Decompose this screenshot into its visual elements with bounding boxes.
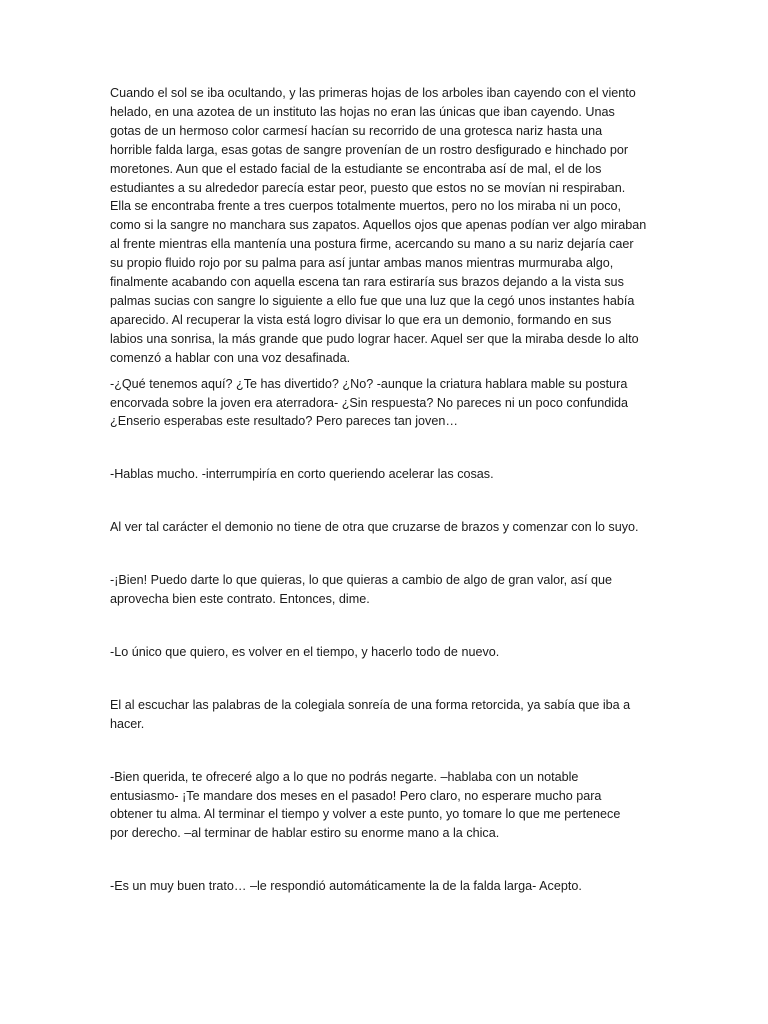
paragraph-demon-greeting: -¿Qué tenemos aquí? ¿Te has divertido? ¿No? -aunque la criatura hablara mable su postura encorvada sobre la joven era aterradora- ¿Sin respuesta? No pareces ni un poco confundida ¿Enserio esperabas este resultado? Pero pareces tan joven… — [110, 376, 629, 429]
paragraph-intro: Cuando el sol se iba ocultando, y las primeras hojas de los arboles iban cayendo con el viento helado, en una azotea de un instituto las hojas no eran las únicas que iban cayendo. Unas gotas de un hermoso color carmesí hacían su recorrido de una grotesca nariz hasta una horrible falda larga, esas gotas de sangre provenían de un rostro desfigurado e hinchado por moretones. Aun que el estado facial de la estudiante se encontraba así de mal, el de los estudiantes a su alrededor parecía estar peor, puesto que estos no se movían ni respiraban. Ella se encontraba frente a tres cuerpos totalmente muertos, pero no los miraba ni un poco, como si la sangre no manchara sus zapatos. Aquellos ojos que apenas podían ver algo miraban al frente mientras ella mantenía una postura firme, acercando su mano a su nariz dejaría caer su propio fluido rojo por su palma para así juntar ambas manos mientras murmuraba algo, finalmente acabando con aquella escena tan rara estiraría sus brazos dejando a la vista sus palmas sucias con sangre lo siguiente a ello fue que una luz que la cegó unos instantes había aparecido. Al recuperar la vista está logro divisar lo que era un demonio, formando en sus labios una sonrisa, la más grande que pudo lograr hacer. Aquel ser que la miraba desde lo alto comenzó a hablar con una voz desafinada. — [110, 86, 647, 365]
paragraph-demon-smiles: El al escuchar las palabras de la colegiala sonreía de una forma retorcida, ya sabía que iba a hacer. — [110, 697, 631, 731]
document-page — [110, 84, 650, 896]
paragraph-girl-accepts: -Es un muy buen trato… –le respondió automáticamente la de la falda larga- Acepto. — [110, 879, 582, 894]
paragraph-girl-wish: -Lo único que quiero, es volver en el tiempo, y hacerlo todo de nuevo. — [110, 644, 500, 659]
paragraph-demon-contract: -Bien querida, te ofreceré algo a lo que no podrás negarte. –hablaba con un notable entusiasmo- ¡Te mandare dos meses en el pasado! Pero claro, no esperare mucho para obtener tu alma. Al terminar el tiempo y volver a este punto, yo tomare lo que me pertenece por derecho. –al terminar de hablar estiro su enorme mano a la chica. — [110, 769, 621, 841]
paragraph-girl-interrupts: -Hablas mucho. -interrumpiría en corto queriendo acelerar las cosas. — [110, 467, 494, 482]
paragraph-demon-crosses-arms: Al ver tal carácter el demonio no tiene de otra que cruzarse de brazos y comenzar con lo suyo. — [110, 520, 639, 535]
paragraph-demon-offer: -¡Bien! Puedo darte lo que quieras, lo que quieras a cambio de algo de gran valor, así que aprovecha bien este contrato. Entonces, dime. — [110, 573, 612, 607]
